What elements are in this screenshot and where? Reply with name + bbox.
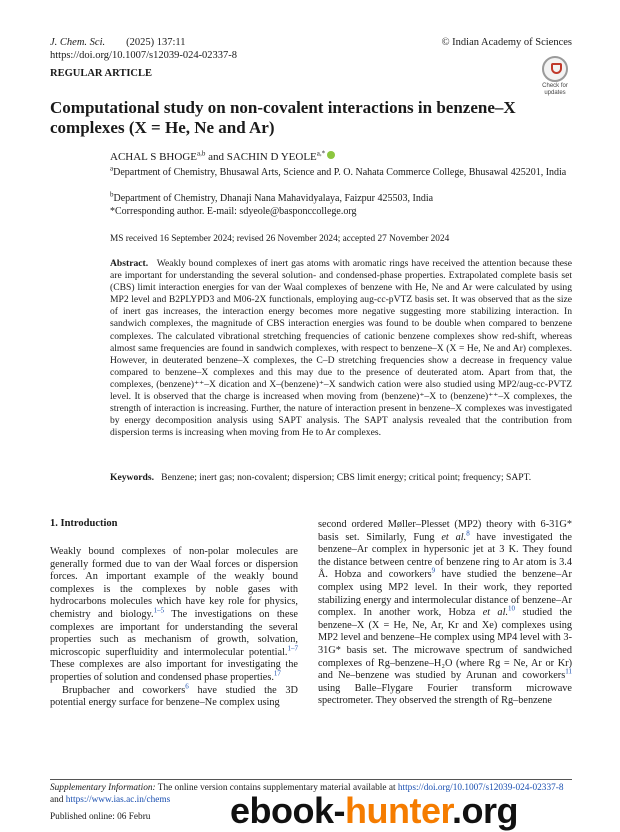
title-line-2: complexes (X = He, Ne and Ar) — [50, 118, 275, 137]
ref-6[interactable]: 6 — [185, 682, 189, 691]
right-column — [318, 519, 572, 708]
keywords-text: Benzene; inert gas; non-covalent; dispersion; CBS limit energy; critical point; frequency; SAPT. — [161, 472, 532, 483]
affiliation-b-text: Department of Chemistry, Dhanaji Nana Mahavidyalaya, Faizpur 425503, India — [113, 193, 434, 204]
supp-and: and — [50, 794, 66, 805]
right-text-3: have studied the benzene–Ar complex using MP2 level. In their work, they reported stabilizing energy and intermolecular distance of benzene–Ar complex. In another work, Hobza — [318, 569, 572, 619]
ref-1-7[interactable]: 1–7 — [287, 644, 298, 653]
right-text-4: studied the benzene–X (X = He, Ne, Ar, Kr and Xe) complexes using MP2 level and benzene–He complex using MP4 level with 3-31G* basis set. The microwave spectrum of sandwiched complexes of Rg–benzene–H₂O (where Rg = Ne, Ar or Kr) and Ne–benzene was studied by Arunan and coworkers — [318, 607, 572, 682]
supp-link-doi[interactable]: https://doi.org/10.1007/s12039-024-02337-8 — [397, 783, 564, 793]
published-date: Published online: 06 Febru — [50, 812, 151, 822]
watermark-accent: hunter — [345, 790, 453, 831]
intro-paragraph-2-text: Brupbacher and coworkers — [62, 684, 186, 696]
ref-10[interactable]: 10 — [508, 604, 516, 613]
abstract-label: Abstract. — [110, 258, 149, 269]
right-text-1: second ordered Møller–Plesset (MP2) theory with 6-31G* basis set. Similarly, Fung — [318, 519, 572, 543]
article-type: REGULAR ARTICLE — [50, 68, 153, 79]
author-1: ACHAL S BHOGE — [110, 151, 197, 163]
bookmark-icon — [542, 56, 568, 82]
keywords — [110, 472, 572, 484]
intro-paragraph-1b: The investigations on these complexes are important for understanding the several properties such as mechanism of growth, solvation, microscopic superfluidity and intermolecular potential. — [50, 608, 298, 658]
journal-volume: (2025) 137:11 — [126, 37, 186, 48]
supp-text: The online version contains supplementary material available at — [155, 783, 398, 793]
corresponding-author: *Corresponding author. E-mail: sdyeole@basponccollege.org — [110, 206, 357, 217]
affiliation-a — [110, 164, 572, 179]
doi-line[interactable]: https://doi.org/10.1007/s12039-024-02337-8 — [50, 50, 238, 61]
watermark-suffix: .org — [452, 790, 519, 831]
check-for-updates-badge[interactable] — [538, 56, 572, 96]
manuscript-dates: MS received 16 September 2024; revised 26 November 2024; accepted 27 November 2024 — [110, 234, 450, 244]
author-2-affil: a,* — [316, 149, 326, 158]
abstract — [110, 258, 572, 439]
author-1-affil: a,b — [197, 149, 206, 158]
author-list — [110, 151, 335, 163]
affiliation-a-marker: a — [110, 164, 114, 173]
orcid-icon[interactable] — [327, 151, 335, 159]
right-text-5: using Balle–Flygare Fourier transform microwave spectrometer. They observed the strength of Rg–benzene — [318, 682, 572, 707]
intro-paragraph-2 — [50, 682, 298, 710]
badge-label-1: Check for — [542, 83, 568, 89]
watermark — [230, 790, 518, 832]
ref-1-5[interactable]: 1–5 — [153, 606, 165, 615]
affiliation-b — [110, 190, 572, 205]
et-al-2: et al. — [482, 607, 509, 619]
author-conjunction: and — [208, 151, 224, 163]
supp-label: Supplementary Information: — [50, 783, 156, 793]
et-al-1: et al. — [441, 531, 467, 543]
ref-17[interactable]: 17 — [273, 669, 281, 678]
badge-label-2: updates — [544, 90, 566, 96]
right-text-2: have investigated the benzene–Ar complex in hypersonic jet at 3 K. They found the distance between centre of benzene ring to Ar atom is 3.4 Å. Hobza and coworkers — [318, 531, 572, 581]
article-title — [50, 98, 570, 138]
keywords-label: Keywords. — [110, 472, 154, 483]
intro-paragraph-1c: These complexes are also important for investigating the properties of solution and condensed phase properties. — [50, 659, 298, 683]
watermark-prefix: ebook- — [230, 790, 346, 831]
intro-paragraph-2b: have studied the 3D potential energy surface for benzene–Ne complex using — [50, 684, 298, 709]
left-column — [50, 546, 298, 710]
affiliation-b-marker: b — [110, 190, 114, 199]
journal-citation — [50, 36, 186, 49]
ref-11[interactable]: 11 — [565, 667, 572, 676]
abstract-text: Weakly bound complexes of inert gas atoms with aromatic rings have received the attention because these are important for understanding the several solution- and condensed-phase properties. Extrapolated complete basis set (CBS) limit interaction energies for van der Waal complexes of benzene with He, Ne and Ar were calculated by using MP2 level and B2PLYPD3 and M06-2X functionals, employing aug-cc-pVTZ basis set. It was observed that as the size of inert gas increases, the interaction energy becomes more negative suggesting more stabilizing interaction. In sandwich complexes, the magnitude of CBS interaction energies was found to be double when compared to benzene complexes. The calculated vibrational stretching frequencies of cationic benzene complexes show red-shift, whereas almost same frequencies are found in sandwich complexes, with respect to benzene–X (X = He, Ne and Ar) complexes. However, in deuterated benzene–X complexes, the C–D stretching frequencies show a decrease in frequency value compared to benzene–X complexes and this may due to the presence of deuterated atom. Apart from that, the complexes, (benzene)⁺⁺–X dication and X–(benzene)⁺–X sandwich cation were also studied using MP2/aug-cc-PVTZ level. It is observed that the charge is increased when moving from (benzene)⁺–X to (benzene)⁺⁺–X complexes, the strength of interaction is increasing. Further, the nature of interaction present in benzene–X complexes was investigated by energy decomposition analysis using SAPT analysis. The SAPT analysis revealed that the contribution from dispersion terms is increasing when moving from He to Ar complexes. — [110, 258, 572, 439]
ref-8[interactable]: 8 — [466, 529, 470, 538]
publisher-notice: © Indian Academy of Sciences — [441, 37, 572, 48]
affiliation-a-text: Department of Chemistry, Bhusawal Arts, Science and P. O. Nahata Commerce College, Bhusawal 425201, India — [113, 167, 567, 178]
title-line-1: Computational study on non-covalent interactions in benzene–X — [50, 98, 516, 117]
supp-link-ias[interactable]: https://www.ias.ac.in/chems — [65, 794, 171, 805]
footnote-divider — [50, 779, 572, 780]
ref-9[interactable]: 9 — [431, 566, 436, 575]
section-heading: 1. Introduction — [50, 518, 118, 529]
author-2: SACHIN D YEOLE — [226, 151, 317, 163]
intro-paragraph-1: Weakly bound complexes of non-polar molecules are generally formed due to van der Waal forces or dispersion forces. An important example of the weakly bound complexes is the complexes by noble gases with hydrocarbons molecules which have key role for physics, chemistry and biology. — [50, 546, 298, 620]
journal-name: J. Chem. Sci. — [50, 37, 106, 48]
